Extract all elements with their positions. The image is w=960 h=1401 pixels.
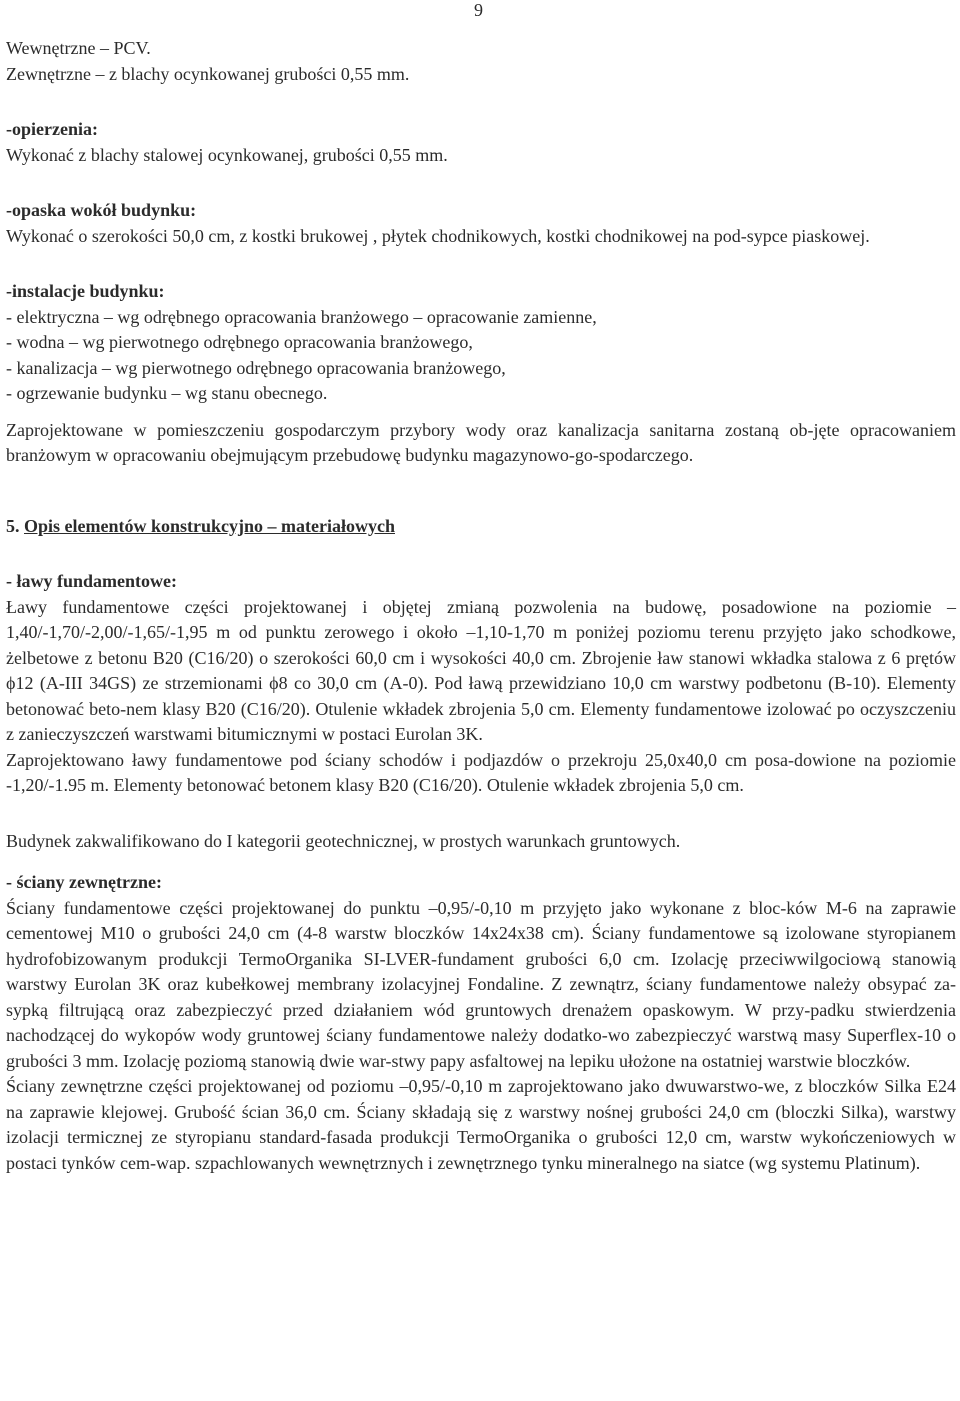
page-number: 9 bbox=[474, 0, 483, 20]
text-instalacje-note: Zaprojektowane w pomieszczeniu gospodarczym przybory wody oraz kanalizacja sanitarna zostaną ob-jęte opracowaniem branżowym w opracowaniu obejmującym przebudowę budynku magazynowo-go-spodarczego. bbox=[6, 419, 956, 465]
text-lawy-paragraph-1: Ławy fundamentowe części projektowanej i objętej zmianą pozwolenia na budowę, posadowione na poziomie –1,40/-1,70/-2,00/-1,65/-1,95 m od punktu zerowego i około –1,10-1,70 m poniżej poziomu terenu przyjęto jako schodkowe, żelbetowe z betonu B20 (C16/20) o szerokości 60,0 cm i wysokości 40,0 cm. Zbrojenie ław stanowi wkładka stalowa z 6 prętów ϕ12 (A-III 34GS) ze strzemionami ϕ8 co 30,0 cm (A-0). Pod ławą przewidziano 10,0 cm warstwy podbetonu (B-10). Elementy betonować beto-nem klasy B20 (C16/20). Otulenie wkładek zbrojenia 5,0 cm. Elementy fundamentowe izolować po oczyszczeniu z zanieczyszczeń warstwami bitumicznymi w postaci Eurolan 3K. bbox=[6, 596, 956, 744]
list-item-ogrzewanie: - ogrzewanie budynku – wg stanu obecnego. bbox=[6, 383, 328, 403]
heading-opaska: -opaska wokół budynku: bbox=[6, 200, 197, 220]
section-5-number: 5. bbox=[6, 515, 20, 536]
text-line-wewnetrzne: Wewnętrzne – PCV. bbox=[6, 38, 151, 58]
section-5-title bbox=[6, 514, 956, 540]
heading-opierzenia: -opierzenia: bbox=[6, 119, 98, 139]
text-kategoria: Budynek zakwalifikowano do I kategorii geotechnicznej, w prostych warunkach gruntowych. bbox=[6, 830, 681, 851]
text-opierzenia: Wykonać z blachy stalowej ocynkowanej, grubości 0,55 mm. bbox=[6, 144, 448, 165]
text-opaska: Wykonać o szerokości 50,0 cm, z kostki brukowej , płytek chodnikowych, kostki chodnikowej na pod-sypce piaskowej. bbox=[6, 225, 870, 246]
heading-lawy: - ławy fundamentowe: bbox=[6, 571, 177, 591]
text-line-zewnetrzne: Zewnętrzne – z blachy ocynkowanej grubości 0,55 mm. bbox=[6, 63, 410, 84]
list-item-kanalizacja: - kanalizacja – wg pierwotnego odrębnego opracowania branżowego, bbox=[6, 357, 506, 378]
text-sciany-paragraph-2: Ściany zewnętrzne części projektowanej od poziomu –0,95/-0,10 m zaprojektowano jako dwuwarstwo-we, z bloczków Silka E24 na zaprawie klejowej. Grubość ścian 36,0 cm. Ściany składają się z warstwy nośnej grubości 24,0 cm (bloczki Silka), warstwy izolacji termicznej ze styropianu standard-fasada produkcji TermoOrganika o grubości 12,0 cm, warstw wykończeniowych w postaci tynków cem-wap. szpachlowanych wewnętrznych i zewnętrznego tynku mineralnego na siatce (wg systemu Platinum). bbox=[6, 1076, 956, 1173]
text-lawy-paragraph-2: Zaprojektowano ławy fundamentowe pod ściany schodów i podjazdów o przekroju 25,0x40,0 cm posa-dowione na poziomie -1,20/-1.95 m. Elementy betonować betonem klasy B20 (C16/20). Otulenie wkładek zbrojenia 5,0 cm. bbox=[6, 749, 956, 795]
document-body bbox=[6, 36, 956, 1176]
heading-sciany: - ściany zewnętrzne: bbox=[6, 872, 162, 892]
section-5-title-text: Opis elementów konstrukcyjno – materiałowych bbox=[24, 515, 395, 536]
heading-instalacje: -instalacje budynku: bbox=[6, 281, 165, 301]
list-item-elektryczna: - elektryczna – wg odrębnego opracowania branżowego – opracowanie zamienne, bbox=[6, 306, 597, 327]
list-item-wodna: - wodna – wg pierwotnego odrębnego opracowania branżowego, bbox=[6, 332, 473, 352]
text-sciany-paragraph-1: Ściany fundamentowe części projektowanej do punktu –0,95/-0,10 m przyjęto jako wykonane z bloc-ków M-6 na zaprawie cementowej M10 o grubości 24,0 cm (4-8 warstw bloczków 14x24x38 cm). Ściany fundamentowe są izolowane styropianem hydrofobizowanym produkcji TermoOrganika SI-LVER-fundament grubości 6,0 cm. Izolację przeciwwilgociową stanowią warstwy Eurolan 3K oraz kubełkowej membrany izolacyjnej Fondaline. Z zewnątrz, ściany fundamentowe należy obsypać za-sypką filtrującą oraz zabezpieczyć przed działaniem wód gruntowych drenażem opaskowym. W przy-padku stwierdzenia nachodzącej do wykopów wody gruntowej ściany fundamentowe należy dodatko-wo zabezpieczyć warstwą masy Superflex-10 o grubości 3 mm. Izolację poziomą stanowią dwie war-stwy papy asfaltowej na lepiku ułożone na ostatniej warstwie bloczków. bbox=[6, 897, 956, 1071]
